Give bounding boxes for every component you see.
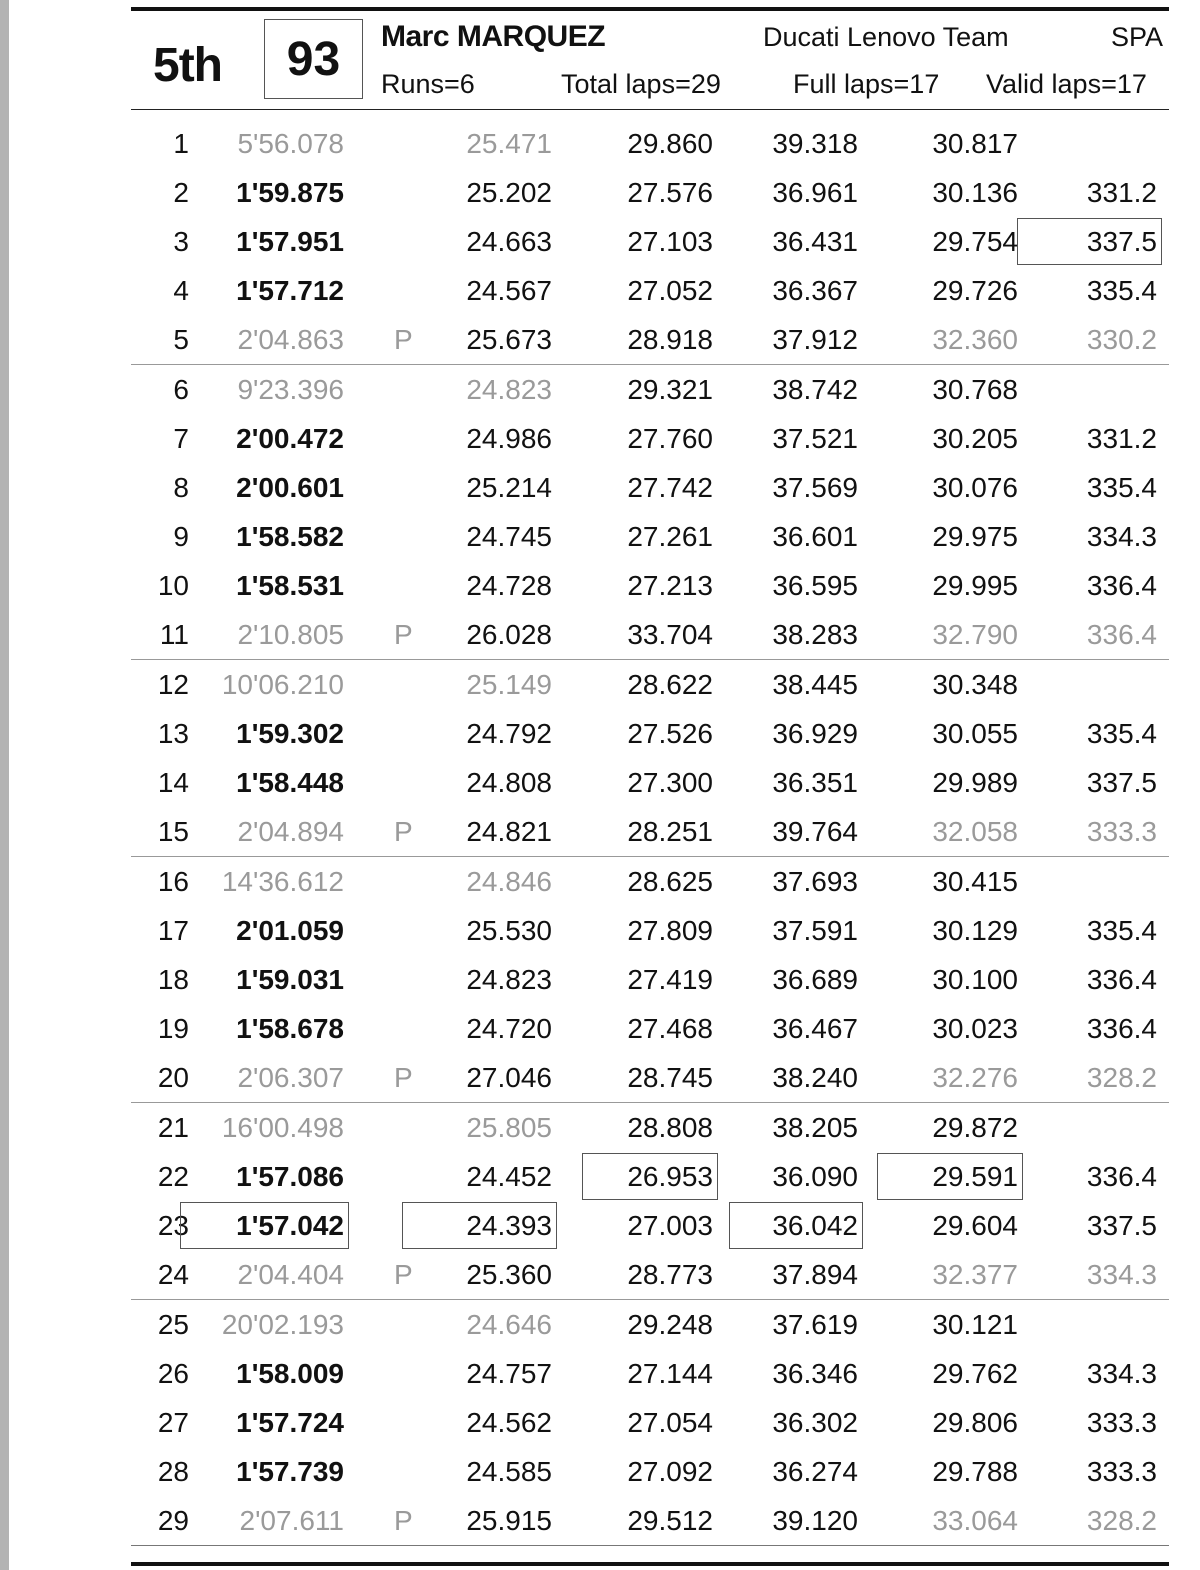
table-row — [131, 955, 1169, 1004]
cell-s3: 36.090 — [772, 1161, 858, 1192]
cell-s1: 25.530 — [466, 915, 552, 946]
cell-s1: 24.792 — [466, 718, 552, 749]
cell-s2: 27.526 — [627, 718, 713, 749]
cell-s2: 27.213 — [627, 570, 713, 601]
table-row — [131, 365, 1169, 414]
cell-lap: 29 — [157, 1505, 189, 1536]
cell-time: 2'04.863 — [237, 324, 344, 355]
rider-number-box: 93 — [264, 19, 363, 99]
cell-s2: 29.248 — [627, 1309, 713, 1340]
cell-s4: 29.754 — [932, 226, 1018, 257]
cell-s4: 29.975 — [932, 521, 1018, 552]
cell-time: 9'23.396 — [237, 374, 344, 405]
cell-speed: 334.3 — [1086, 1358, 1157, 1389]
position-label: 5th — [153, 39, 222, 92]
runs-count: Runs=6 — [381, 69, 475, 99]
cell-s4: 30.100 — [932, 964, 1018, 995]
cell-s3: 37.693 — [772, 866, 858, 897]
cell-s4: 30.055 — [932, 718, 1018, 749]
cell-s4: 29.989 — [932, 767, 1018, 798]
cell-s1: 24.986 — [466, 423, 552, 454]
cell-s2: 29.321 — [627, 374, 713, 405]
table-row — [131, 512, 1169, 561]
cell-s3: 36.346 — [772, 1358, 858, 1389]
table-row — [131, 906, 1169, 955]
cell-s2: 27.300 — [627, 767, 713, 798]
cell-s1: 24.452 — [466, 1161, 552, 1192]
cell-speed: 336.4 — [1086, 619, 1157, 650]
cell-lap: 7 — [173, 423, 189, 454]
cell-s2: 27.092 — [627, 1456, 713, 1487]
cell-s1: 25.673 — [466, 324, 552, 355]
cell-s2: 27.103 — [627, 226, 713, 257]
lap-analysis-sheet — [131, 0, 1169, 1570]
cell-s1: 27.046 — [466, 1062, 552, 1093]
cell-s3: 38.205 — [772, 1112, 858, 1143]
cell-time: 1'58.582 — [236, 521, 344, 552]
table-row — [131, 1152, 1169, 1201]
table-row — [131, 1349, 1169, 1398]
cell-s1: 25.471 — [466, 128, 552, 159]
cell-s2: 29.512 — [627, 1505, 713, 1536]
cell-time: 5'56.078 — [237, 128, 344, 159]
cell-time: 1'57.086 — [236, 1161, 344, 1192]
cell-s1: 24.393 — [416, 1201, 552, 1250]
cell-time: 2'00.472 — [236, 423, 344, 454]
nation-code: SPA — [1111, 22, 1164, 52]
top-rule — [131, 7, 1169, 11]
cell-s3: 36.601 — [772, 521, 858, 552]
cell-s2: 27.809 — [627, 915, 713, 946]
cell-s1: 24.728 — [466, 570, 552, 601]
cell-pit: P — [394, 816, 413, 847]
cell-s3: 36.302 — [772, 1407, 858, 1438]
cell-s3: 39.764 — [772, 816, 858, 847]
cell-s4: 30.076 — [932, 472, 1018, 503]
cell-time: 1'58.531 — [236, 570, 344, 601]
cell-s3: 37.619 — [772, 1309, 858, 1340]
cell-s1: 24.567 — [466, 275, 552, 306]
cell-lap: 11 — [159, 619, 189, 650]
cell-s2: 27.144 — [627, 1358, 713, 1389]
cell-speed: 333.3 — [1086, 816, 1157, 847]
cell-s2: 33.704 — [627, 619, 713, 650]
cell-lap: 18 — [157, 964, 189, 995]
table-row — [131, 1004, 1169, 1053]
cell-lap: 8 — [173, 472, 189, 503]
cell-s1: 24.663 — [466, 226, 552, 257]
cell-time: 14'36.612 — [221, 866, 344, 897]
cell-time: 1'57.712 — [236, 275, 344, 306]
cell-time: 1'57.724 — [236, 1407, 344, 1438]
cell-lap: 9 — [173, 521, 189, 552]
cell-time: 1'58.009 — [236, 1358, 344, 1389]
cell-time: 1'58.448 — [236, 767, 344, 798]
cell-s4: 29.788 — [932, 1456, 1018, 1487]
cell-time: 2'06.307 — [237, 1062, 344, 1093]
cell-s4: 29.604 — [932, 1210, 1018, 1241]
cell-s2: 27.003 — [627, 1210, 713, 1241]
cell-s1: 24.823 — [466, 964, 552, 995]
cell-lap: 2 — [173, 177, 189, 208]
cell-s4: 30.136 — [932, 177, 1018, 208]
cell-s2: 27.419 — [627, 964, 713, 995]
cell-s4: 30.817 — [932, 128, 1018, 159]
cell-s2: 27.760 — [627, 423, 713, 454]
cell-s2: 28.622 — [627, 669, 713, 700]
table-row — [131, 857, 1169, 906]
cell-time: 16'00.498 — [221, 1112, 344, 1143]
cell-time: 2'00.601 — [236, 472, 344, 503]
cell-s3: 36.367 — [772, 275, 858, 306]
cell-s4: 30.348 — [932, 669, 1018, 700]
cell-lap: 6 — [173, 374, 189, 405]
table-row — [131, 1250, 1169, 1300]
cell-pit: P — [394, 1259, 413, 1290]
cell-s1: 25.202 — [466, 177, 552, 208]
cell-s4: 30.023 — [932, 1013, 1018, 1044]
cell-speed: 331.2 — [1086, 177, 1157, 208]
cell-time: 1'57.951 — [236, 226, 344, 257]
cell-s1: 25.915 — [466, 1505, 552, 1536]
cell-s3: 36.274 — [772, 1456, 858, 1487]
table-row — [131, 217, 1169, 266]
cell-s2: 26.953 — [596, 1152, 713, 1201]
cell-s2: 28.251 — [627, 816, 713, 847]
cell-s2: 27.468 — [627, 1013, 713, 1044]
cell-time: 1'59.875 — [236, 177, 344, 208]
cell-lap: 13 — [157, 718, 189, 749]
cell-s2: 28.808 — [627, 1112, 713, 1143]
table-row — [131, 1201, 1169, 1250]
cell-s4: 29.995 — [932, 570, 1018, 601]
cell-lap: 10 — [157, 570, 189, 601]
cell-speed: 335.4 — [1086, 718, 1157, 749]
cell-s1: 25.360 — [466, 1259, 552, 1290]
cell-time: 1'59.031 — [236, 964, 344, 995]
cell-s3: 36.689 — [772, 964, 858, 995]
total-laps: Total laps=29 — [561, 69, 721, 99]
cell-s3: 36.929 — [772, 718, 858, 749]
table-row — [131, 1398, 1169, 1447]
cell-s4: 32.276 — [932, 1062, 1018, 1093]
cell-speed: 337.5 — [1086, 767, 1157, 798]
table-row — [131, 660, 1169, 709]
cell-lap: 28 — [157, 1456, 189, 1487]
table-row — [131, 1496, 1169, 1546]
cell-s4: 33.064 — [932, 1505, 1018, 1536]
cell-s3: 36.042 — [743, 1201, 858, 1250]
table-row — [131, 168, 1169, 217]
cell-s2: 27.261 — [627, 521, 713, 552]
table-row — [131, 266, 1169, 315]
cell-lap: 14 — [157, 767, 189, 798]
cell-s3: 39.318 — [772, 128, 858, 159]
table-row — [131, 1300, 1169, 1349]
cell-s4: 29.872 — [932, 1112, 1018, 1143]
cell-s4: 32.790 — [932, 619, 1018, 650]
cell-speed: 330.2 — [1086, 324, 1157, 355]
cell-s3: 36.961 — [772, 177, 858, 208]
cell-s2: 27.576 — [627, 177, 713, 208]
cell-pit: P — [394, 324, 413, 355]
cell-s4: 29.726 — [932, 275, 1018, 306]
table-row — [131, 610, 1169, 660]
cell-lap: 5 — [173, 324, 189, 355]
cell-s4: 30.768 — [932, 374, 1018, 405]
cell-s2: 29.860 — [627, 128, 713, 159]
cell-lap: 17 — [157, 915, 189, 946]
cell-lap: 16 — [157, 866, 189, 897]
cell-time: 1'57.739 — [236, 1456, 344, 1487]
cell-s3: 38.283 — [772, 619, 858, 650]
cell-speed: 335.4 — [1086, 472, 1157, 503]
cell-s4: 30.415 — [932, 866, 1018, 897]
cell-s3: 37.521 — [772, 423, 858, 454]
cell-s1: 24.846 — [466, 866, 552, 897]
cell-lap: 22 — [157, 1161, 189, 1192]
cell-pit: P — [394, 1505, 413, 1536]
valid-laps: Valid laps=17 — [986, 69, 1147, 99]
cell-time: 2'04.404 — [237, 1259, 344, 1290]
table-row — [131, 414, 1169, 463]
full-laps: Full laps=17 — [793, 69, 940, 99]
cell-speed: 336.4 — [1086, 1161, 1157, 1192]
cell-time: 1'57.042 — [194, 1201, 344, 1250]
cell-lap: 27 — [157, 1407, 189, 1438]
cell-s1: 24.646 — [466, 1309, 552, 1340]
cell-s3: 38.742 — [772, 374, 858, 405]
table-row — [131, 709, 1169, 758]
cell-lap: 4 — [173, 275, 189, 306]
rider-name: Marc MARQUEZ — [381, 20, 606, 53]
cell-s2: 28.745 — [627, 1062, 713, 1093]
cell-s4: 32.360 — [932, 324, 1018, 355]
cell-speed: 333.3 — [1086, 1456, 1157, 1487]
cell-s2: 28.625 — [627, 866, 713, 897]
cell-pit: P — [394, 619, 413, 650]
cell-s1: 24.757 — [466, 1358, 552, 1389]
table-row — [131, 315, 1169, 365]
table-row — [131, 463, 1169, 512]
cell-s1: 25.149 — [466, 669, 552, 700]
cell-s3: 38.445 — [772, 669, 858, 700]
cell-speed: 335.4 — [1086, 915, 1157, 946]
bottom-rule — [131, 1562, 1169, 1566]
cell-speed: 336.4 — [1086, 570, 1157, 601]
cell-s2: 27.742 — [627, 472, 713, 503]
cell-time: 1'58.678 — [236, 1013, 344, 1044]
cell-pit: P — [394, 1062, 413, 1093]
table-row — [131, 758, 1169, 807]
cell-lap: 15 — [157, 816, 189, 847]
cell-time: 20'02.193 — [221, 1309, 344, 1340]
cell-time: 2'04.894 — [237, 816, 344, 847]
cell-lap: 12 — [157, 669, 189, 700]
cell-s4: 32.377 — [932, 1259, 1018, 1290]
cell-s3: 37.569 — [772, 472, 858, 503]
lap-times-table — [131, 119, 1169, 1546]
cell-s1: 25.214 — [466, 472, 552, 503]
cell-lap: 19 — [157, 1013, 189, 1044]
cell-s3: 36.351 — [772, 767, 858, 798]
cell-s4: 30.129 — [932, 915, 1018, 946]
cell-speed: 331.2 — [1086, 423, 1157, 454]
page-edge-strip — [0, 0, 9, 1570]
cell-speed: 336.4 — [1086, 1013, 1157, 1044]
table-row — [131, 807, 1169, 857]
cell-s1: 25.805 — [466, 1112, 552, 1143]
cell-s4: 32.058 — [932, 816, 1018, 847]
cell-s1: 26.028 — [466, 619, 552, 650]
cell-speed: 334.3 — [1086, 521, 1157, 552]
cell-s1: 24.808 — [466, 767, 552, 798]
cell-time: 2'01.059 — [236, 915, 344, 946]
cell-lap: 24 — [157, 1259, 189, 1290]
cell-s1: 24.823 — [466, 374, 552, 405]
cell-lap: 23 — [157, 1210, 189, 1241]
cell-lap: 1 — [173, 128, 189, 159]
cell-lap: 26 — [157, 1358, 189, 1389]
cell-speed: 335.4 — [1086, 275, 1157, 306]
cell-s1: 24.562 — [466, 1407, 552, 1438]
cell-s4: 30.121 — [932, 1309, 1018, 1340]
cell-lap: 20 — [157, 1062, 189, 1093]
cell-s2: 27.052 — [627, 275, 713, 306]
cell-s1: 24.821 — [466, 816, 552, 847]
cell-s4: 29.762 — [932, 1358, 1018, 1389]
cell-s1: 24.745 — [466, 521, 552, 552]
cell-s1: 24.585 — [466, 1456, 552, 1487]
cell-s3: 39.120 — [772, 1505, 858, 1536]
cell-speed: 328.2 — [1086, 1505, 1157, 1536]
cell-s2: 27.054 — [627, 1407, 713, 1438]
cell-lap: 21 — [157, 1112, 189, 1143]
cell-time: 2'07.611 — [239, 1505, 344, 1536]
cell-s3: 37.591 — [772, 915, 858, 946]
cell-s3: 37.912 — [772, 324, 858, 355]
cell-speed: 337.5 — [1086, 1210, 1157, 1241]
cell-s3: 38.240 — [772, 1062, 858, 1093]
team-name: Ducati Lenovo Team — [763, 22, 1009, 52]
cell-speed: 336.4 — [1086, 964, 1157, 995]
cell-speed: 334.3 — [1086, 1259, 1157, 1290]
table-row — [131, 1053, 1169, 1103]
cell-s3: 36.595 — [772, 570, 858, 601]
cell-s3: 36.431 — [772, 226, 858, 257]
cell-time: 2'10.805 — [237, 619, 344, 650]
cell-s1: 24.720 — [466, 1013, 552, 1044]
cell-s3: 36.467 — [772, 1013, 858, 1044]
cell-lap: 25 — [157, 1309, 189, 1340]
table-row — [131, 119, 1169, 168]
cell-s2: 28.773 — [627, 1259, 713, 1290]
cell-s4: 29.591 — [891, 1152, 1018, 1201]
cell-speed: 337.5 — [1031, 217, 1157, 266]
cell-s2: 28.918 — [627, 324, 713, 355]
header-divider — [131, 109, 1169, 110]
cell-speed: 328.2 — [1086, 1062, 1157, 1093]
table-row — [131, 1447, 1169, 1496]
cell-time: 1'59.302 — [236, 718, 344, 749]
cell-speed: 333.3 — [1086, 1407, 1157, 1438]
table-row — [131, 561, 1169, 610]
cell-lap: 3 — [173, 226, 189, 257]
cell-s3: 37.894 — [772, 1259, 858, 1290]
cell-time: 10'06.210 — [221, 669, 344, 700]
cell-s4: 30.205 — [932, 423, 1018, 454]
table-row — [131, 1103, 1169, 1152]
cell-s4: 29.806 — [932, 1407, 1018, 1438]
